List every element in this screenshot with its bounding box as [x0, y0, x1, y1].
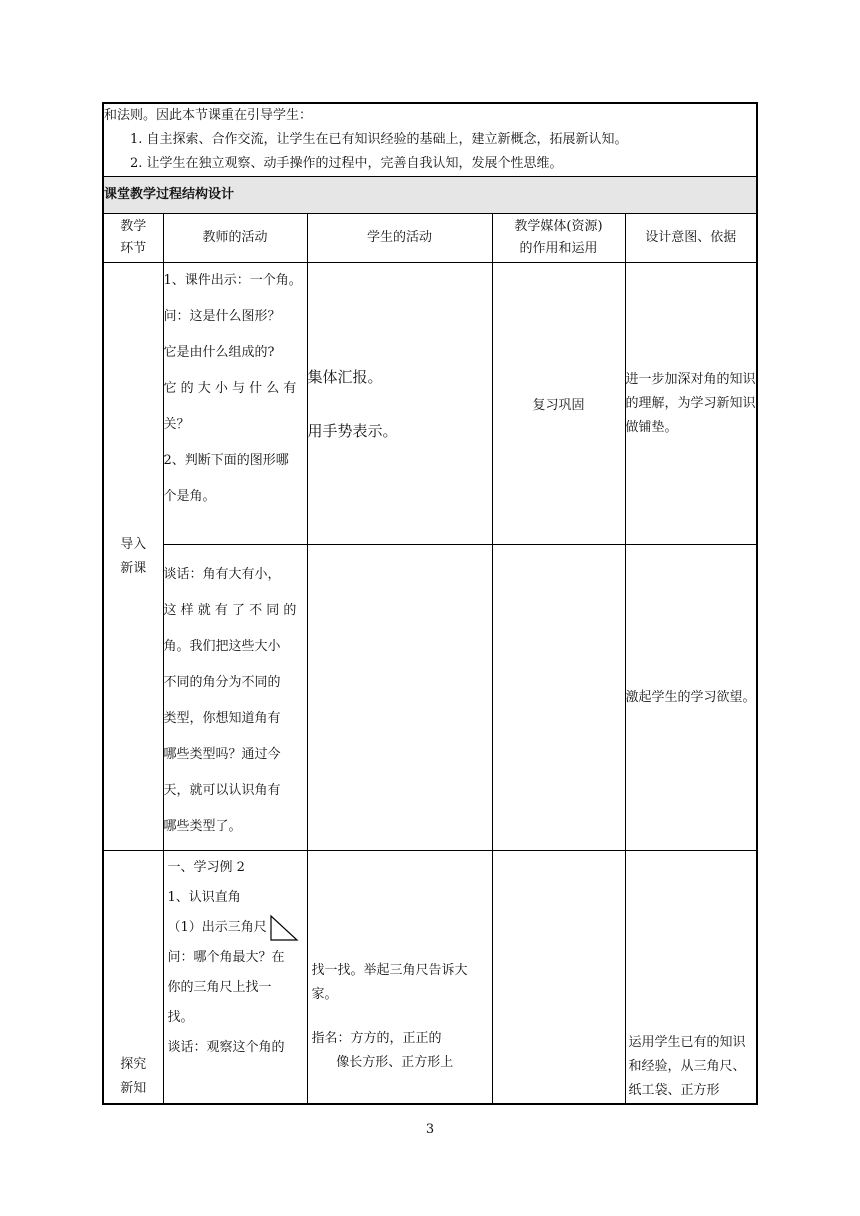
- media-cell: [492, 545, 625, 851]
- header-student: 学生的活动: [307, 214, 492, 263]
- teacher-activity-cell: 一、学习例 2 1、认识直角 （1）出示三角尺 问：哪个角最大？在 你的三角尺上找一 找。 谈话：观察这个角的: [163, 851, 307, 1105]
- stage-explore: 探究 新知: [103, 851, 163, 1105]
- intro-line: 和法则。因此本节课重在引导学生：: [104, 108, 313, 123]
- design-intent-cell: 进一步加深对角的知识的理解，为学习新知识做铺垫。: [625, 263, 757, 545]
- intro-line: 2. 让学生在独立观察、动手操作的过程中，完善自我认知，发展个性思维。: [130, 156, 563, 171]
- teacher-activity-cell: 谈话：角有大有小， 这 样 就 有 了 不 同 的 角。我们把这些大小 不同的角分为不同的 类型，你想知道角有 哪些类型吗？通过今 天，就可以认识角有 哪些类型了。: [163, 545, 307, 851]
- stage-intro: 导入 新课: [103, 263, 163, 851]
- header-teacher: 教师的活动: [163, 214, 307, 263]
- intro-line: 1. 自主探索、合作交流，让学生在已有知识经验的基础上，建立新概念，拓展新认知。: [130, 132, 628, 147]
- design-intent-cell: 激起学生的学习欲望。: [625, 545, 757, 851]
- media-cell: [492, 851, 625, 1105]
- teacher-activity-cell: 1、课件出示：一个角。 问：这是什么图形？ 它是由什么组成的? 它 的 大 小 与 什 么 有 关？ 2、判断下面的图形哪 个是角。: [163, 263, 307, 545]
- design-intent-cell: 运用学生已有的知识和经验，从三角尺、纸工袋、正方形: [625, 851, 757, 1105]
- intro-text: [103, 103, 757, 177]
- triangle-ruler-icon: [269, 914, 299, 942]
- lesson-plan-table: [102, 102, 758, 1105]
- header-stage: 教学 环节: [103, 214, 163, 263]
- header-media: 教学媒体(资源) 的作用和运用: [492, 214, 625, 263]
- section-title: 课堂教学过程结构设计: [103, 177, 757, 214]
- student-activity-cell: 找一找。举起三角尺告诉大家。 指名：方方的，正正的 像长方形、正方形上: [307, 851, 492, 1105]
- page-number: 3: [425, 1122, 435, 1137]
- student-activity-cell: 集体汇报。 用手势表示。: [307, 263, 492, 545]
- header-design: 设计意图、依据: [625, 214, 757, 263]
- student-activity-cell: [307, 545, 492, 851]
- media-cell: 复习巩固: [492, 263, 625, 545]
